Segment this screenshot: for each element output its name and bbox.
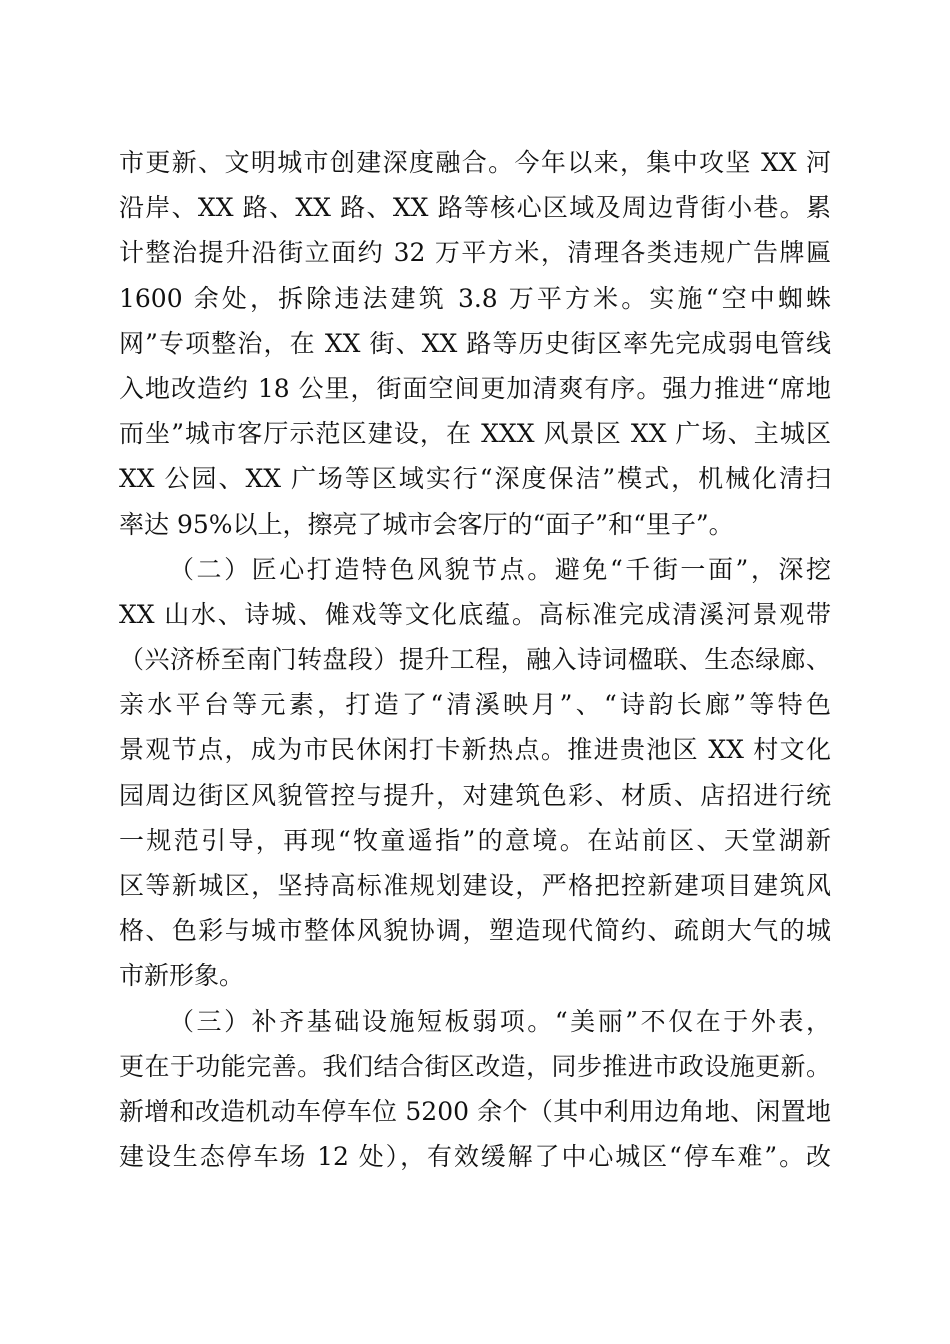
paragraph-infrastructure (119, 999, 831, 1180)
paragraph-feature-nodes (119, 547, 831, 999)
text-line: 网”专项整治，在 XX 街、XX 路等历史街区率先完成弱电管线 (119, 328, 831, 358)
text-line: 区等新城区，坚持高标准规划建设，严格把控新建项目建筑风 (119, 871, 831, 900)
document-body (119, 140, 831, 1179)
text-line: XX 山水、诗城、傩戏等文化底蕴。高标准完成清溪河景观带 (119, 599, 831, 629)
text-line: 亲水平台等元素，打造了“清溪映月”、“诗韵长廊”等特色 (119, 690, 831, 720)
text-line: 园周边街区风貌管控与提升，对建筑色彩、材质、店招进行统 (119, 780, 831, 810)
text-line: 市新形象。 (119, 961, 245, 991)
text-line: 格、色彩与城市整体风貌协调，塑造现代简约、疏朗大气的城 (119, 916, 831, 946)
section-heading-line: （二）匠心打造特色风貌节点。避免“千街一面”，深挖 (169, 554, 831, 584)
text-line: 市更新、文明城市创建深度融合。今年以来，集中攻坚 XX 河 (119, 148, 831, 177)
text-line: 更在于功能完善。我们结合街区改造，同步推进市政设施更新。 (119, 1051, 831, 1081)
text-line: 计整治提升沿街立面约 32 万平方米，清理各类违规广告牌匾 (119, 238, 831, 268)
section-heading-line: （三）补齐基础设施短板弱项。“美丽”不仅在于外表， (169, 1006, 831, 1036)
text-line: 入地改造约 18 公里，街面空间更加清爽有序。强力推进“席地 (119, 373, 831, 403)
text-line: 而坐”城市客厅示范区建设，在 XXX 风景区 XX 广场、主城区 (119, 419, 831, 449)
text-line: 景观节点，成为市民休闲打卡新热点。推进贵池区 XX 村文化 (119, 735, 831, 765)
text-line: 建设生态停车场 12 处），有效缓解了中心城区“停车难”。改 (119, 1142, 831, 1172)
text-line: 一规范引导，再现“牧童遥指”的意境。在站前区、天堂湖新 (119, 825, 831, 855)
text-line: 1600 余处，拆除违法建筑 3.8 万平方米。实施“空中蜘蛛 (119, 283, 831, 313)
paragraph-city-renewal (119, 140, 831, 547)
text-line: XX 公园、XX 广场等区域实行“深度保洁”模式，机械化清扫 (119, 464, 831, 494)
text-line: 新增和改造机动车停车位 5200 余个（其中利用边角地、闲置地 (119, 1096, 831, 1126)
text-line: 率达 95%以上，擦亮了城市会客厅的“面子”和“里子”。 (119, 509, 734, 539)
text-line: 沿岸、XX 路、XX 路、XX 路等核心区域及周边背街小巷。累 (119, 193, 831, 223)
text-line: （兴济桥至南门转盘段）提升工程，融入诗词楹联、生态绿廊、 (119, 645, 831, 675)
